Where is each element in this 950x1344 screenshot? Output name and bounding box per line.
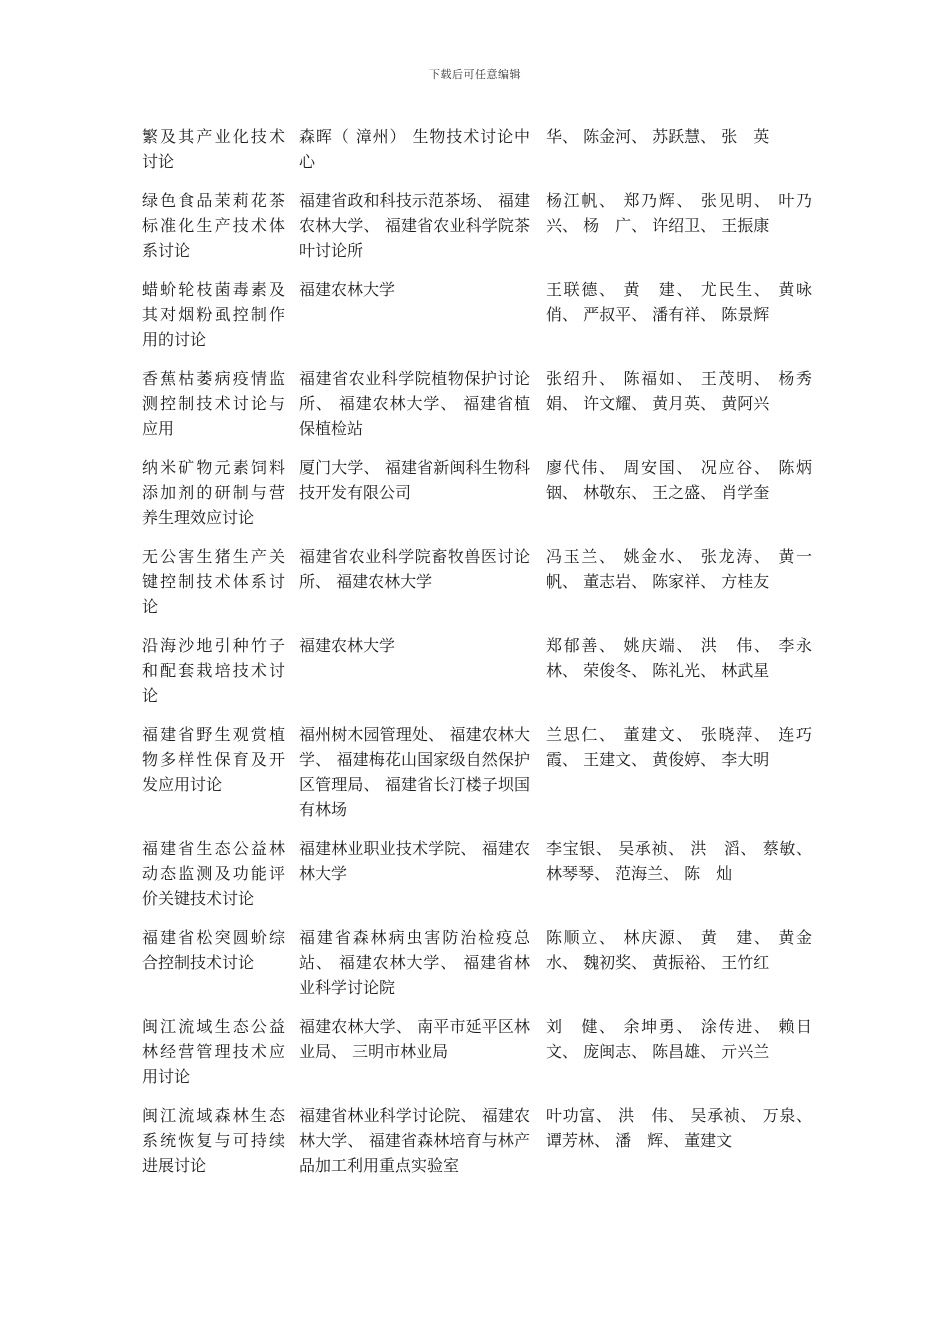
page-header: 下载后可任意编辑 bbox=[429, 68, 521, 81]
people-cell: 王联德、 黄 建、 尤民生、 黄咏俏、 严叔平、 潘有祥、 陈景辉 bbox=[546, 280, 812, 324]
table-row bbox=[142, 633, 812, 708]
people-cell: 李宝银、 吴承祯、 洪 滔、 蔡敏、 林琴琴、 范海兰、 陈 灿 bbox=[546, 839, 812, 883]
table-row bbox=[142, 366, 812, 441]
project-name-cell: 纳米矿物元素饲料添加剂的研制与营养生理效应讨论 bbox=[142, 458, 285, 527]
project-name-cell: 福建省松突圆蚧综合控制技术讨论 bbox=[142, 928, 285, 972]
unit-cell: 福建省森林病虫害防治检疫总站、 福建农林大学、 福建省林业科学讨论院 bbox=[299, 928, 530, 997]
unit-cell: 福建林业职业技术学院、 福建农林大学 bbox=[299, 839, 530, 883]
unit-cell: 福建省政和科技示范茶场、 福建农林大学、 福建省农业科学院茶叶讨论所 bbox=[299, 191, 530, 260]
unit-cell: 福建农林大学 bbox=[299, 280, 396, 299]
people-cell: 兰思仁、 董建文、 张晓萍、 连巧霞、 王建文、 黄俊婷、 李大明 bbox=[546, 725, 812, 769]
unit-cell: 厦门大学、 福建省新闽科生物科技开发有限公司 bbox=[299, 458, 530, 502]
people-cell: 杨江帆、 郑乃辉、 张见明、 叶乃兴、 杨 广、 许绍卫、 王振康 bbox=[546, 191, 812, 235]
unit-cell: 福建农林大学 bbox=[299, 636, 396, 655]
table-row bbox=[142, 722, 812, 822]
project-name-cell: 绿色食品茉莉花茶标准化生产技术体系讨论 bbox=[142, 191, 285, 260]
project-name-cell: 闽江流域生态公益林经营管理技术应用讨论 bbox=[142, 1017, 285, 1086]
table-row bbox=[142, 1103, 812, 1178]
unit-cell: 森晖（ 漳州） 生物技术讨论中心 bbox=[299, 127, 530, 171]
people-cell: 冯玉兰、 姚金水、 张龙涛、 黄一帆、 董志岩、 陈家祥、 方桂友 bbox=[546, 547, 812, 591]
table-row bbox=[142, 124, 812, 174]
project-name-cell: 福建省生态公益林动态监测及功能评价关键技术讨论 bbox=[142, 839, 285, 908]
unit-cell: 福建农林大学、 南平市延平区林业局、 三明市林业局 bbox=[299, 1017, 530, 1061]
table-row bbox=[142, 925, 812, 1000]
project-name-cell: 蜡蚧轮枝菌毒素及其对烟粉虱控制作用的讨论 bbox=[142, 280, 285, 349]
people-cell: 叶功富、 洪 伟、 吴承祯、 万泉、 谭芳林、 潘 辉、 董建文 bbox=[546, 1106, 812, 1150]
unit-cell: 福建省农业科学院畜牧兽医讨论所、 福建农林大学 bbox=[299, 547, 530, 591]
table-row bbox=[142, 277, 812, 352]
project-name-cell: 繁及其产业化技术讨论 bbox=[142, 127, 285, 171]
unit-cell: 福建省农业科学院植物保护讨论所、 福建农林大学、 福建省植保植检站 bbox=[299, 369, 530, 438]
people-cell: 华、 陈金河、 苏跃慧、 张 英 bbox=[546, 127, 770, 146]
project-name-cell: 闽江流域森林生态系统恢复与可持续进展讨论 bbox=[142, 1106, 285, 1175]
award-table bbox=[142, 124, 812, 1192]
people-cell: 刘 健、 余坤勇、 涂传进、 赖日文、 庞闽志、 陈昌雄、 亓兴兰 bbox=[546, 1017, 812, 1061]
table-row bbox=[142, 1014, 812, 1089]
people-cell: 陈顺立、 林庆源、 黄 建、 黄金水、 魏初奖、 黄振裕、 王竹红 bbox=[546, 928, 812, 972]
table-row bbox=[142, 188, 812, 263]
table-row bbox=[142, 455, 812, 530]
project-name-cell: 无公害生猪生产关键控制技术体系讨论 bbox=[142, 547, 285, 616]
unit-cell: 福建省林业科学讨论院、 福建农林大学、 福建省森林培育与林产品加工利用重点实验室 bbox=[299, 1106, 530, 1175]
people-cell: 郑郁善、 姚庆端、 洪 伟、 李永林、 荣俊冬、 陈礼光、 林武星 bbox=[546, 636, 812, 680]
people-cell: 张绍升、 陈福如、 王茂明、 杨秀娟、 许文耀、 黄月英、 黄阿兴 bbox=[546, 369, 812, 413]
table-row bbox=[142, 836, 812, 911]
unit-cell: 福州树木园管理处、 福建农林大学、 福建梅花山国家级自然保护区管理局、 福建省长汀楼子坝国有林场 bbox=[299, 725, 530, 819]
project-name-cell: 香蕉枯萎病疫情监测控制技术讨论与应用 bbox=[142, 369, 285, 438]
project-name-cell: 福建省野生观赏植物多样性保育及开发应用讨论 bbox=[142, 725, 285, 794]
people-cell: 廖代伟、 周安国、 况应谷、 陈炳铟、 林敬东、 王之盛、 肖学奎 bbox=[546, 458, 812, 502]
table-row bbox=[142, 544, 812, 619]
project-name-cell: 沿海沙地引种竹子和配套栽培技术讨论 bbox=[142, 636, 285, 705]
